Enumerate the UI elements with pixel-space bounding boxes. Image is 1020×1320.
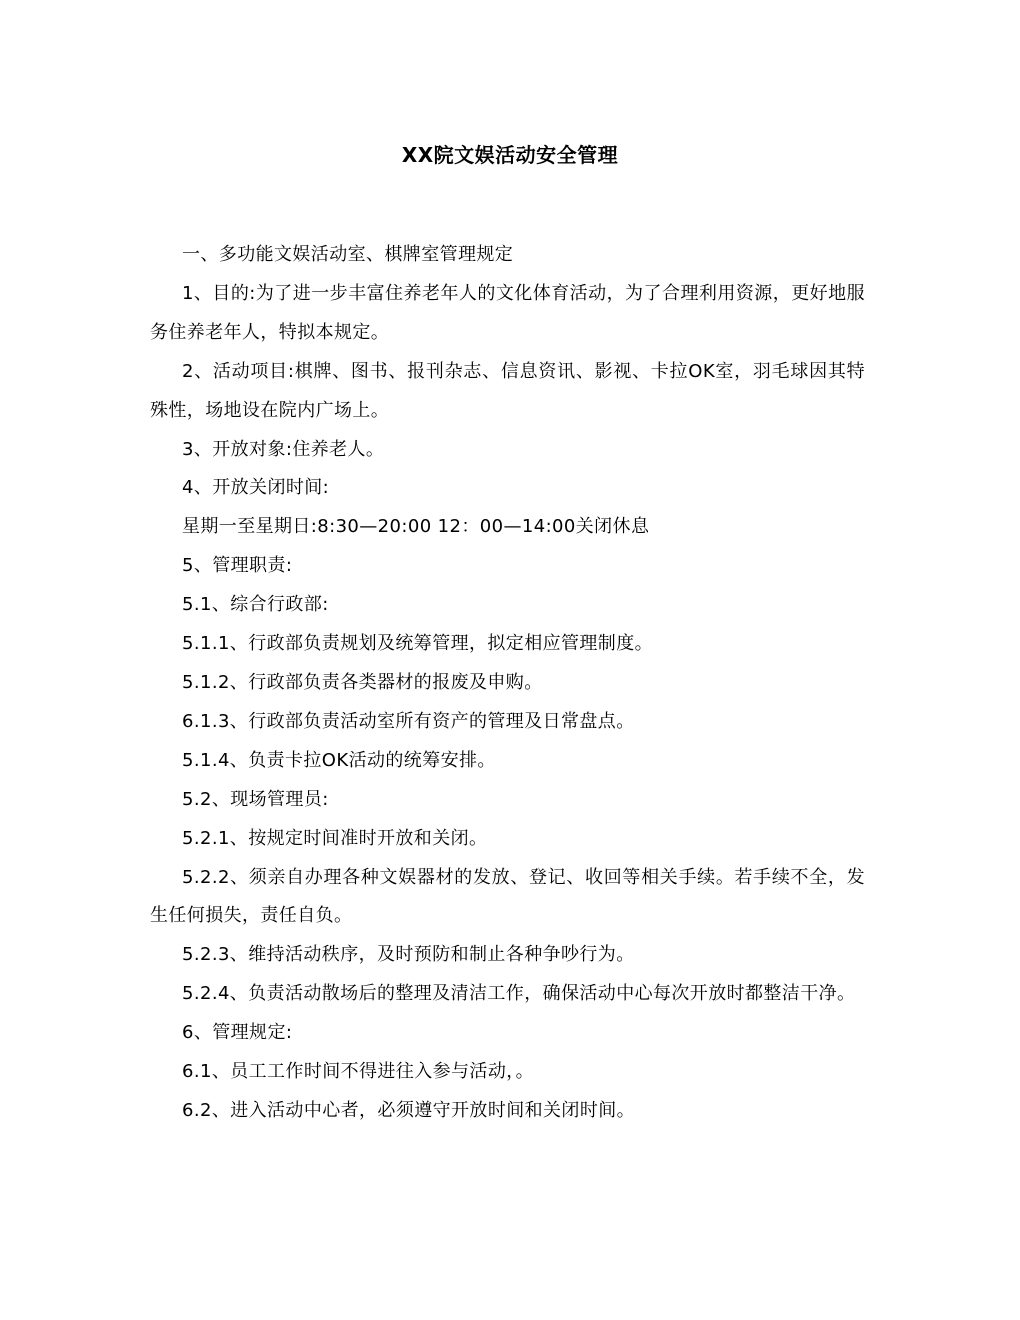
paragraph: 5.2.3、维持活动秩序，及时预防和制止各种争吵行为。 [182, 944, 635, 966]
paragraph: 5.1.4、负责卡拉OK活动的统筹安排。 [182, 749, 496, 771]
paragraph: 6.1、员工工作时间不得进往入参与活动，。 [182, 1061, 535, 1083]
paragraph: 5.1.1、行政部负责规划及统筹管理，拟定相应管理制度。 [182, 633, 653, 655]
paragraph: 5.2.1、按规定时间准时开放和关闭。 [182, 827, 488, 849]
paragraph: 5.2.2、须亲自办理各种文娱器材的发放、登记、收回等相关手续。若手续不全，发生任何损失，责任自负。 [150, 866, 865, 927]
paragraph: 星期一至星期日:8:30—20:00 12：00—14:00关闭休息 [182, 516, 650, 538]
paragraph: 5、管理职责: [182, 555, 293, 577]
paragraph: 6.1.3、行政部负责活动室所有资产的管理及日常盘点。 [182, 710, 635, 732]
paragraph: 2、活动项目:棋牌、图书、报刊杂志、信息资讯、影视、卡拉OK室，羽毛球因其特殊性，场地设在院内广场上。 [150, 360, 865, 421]
paragraph: 5.2.4、负责活动散场后的整理及清洁工作，确保活动中心每次开放时都整洁干净。 [182, 983, 856, 1005]
paragraph: 6.2、进入活动中心者，必须遵守开放时间和关闭时间。 [182, 1099, 636, 1121]
paragraph: 4、开放关闭时间: [182, 477, 330, 499]
paragraph: 6、管理规定: [182, 1022, 293, 1044]
document-title: XX院文娱活动安全管理 [401, 143, 619, 167]
paragraph: 5.2、现场管理员: [182, 788, 329, 810]
paragraph: 5.1、综合行政部: [182, 594, 329, 616]
document-body [150, 236, 865, 1131]
section-heading: 一、多功能文娱活动室、棋牌室管理规定 [182, 244, 514, 265]
paragraph: 1、目的:为了进一步丰富住养老年人的文化体育活动，为了合理利用资源，更好地服务住养老年人，特拟本规定。 [150, 282, 865, 343]
paragraph: 5.1.2、行政部负责各类器材的报废及申购。 [182, 671, 543, 693]
paragraph: 3、开放对象:住养老人。 [182, 438, 385, 460]
